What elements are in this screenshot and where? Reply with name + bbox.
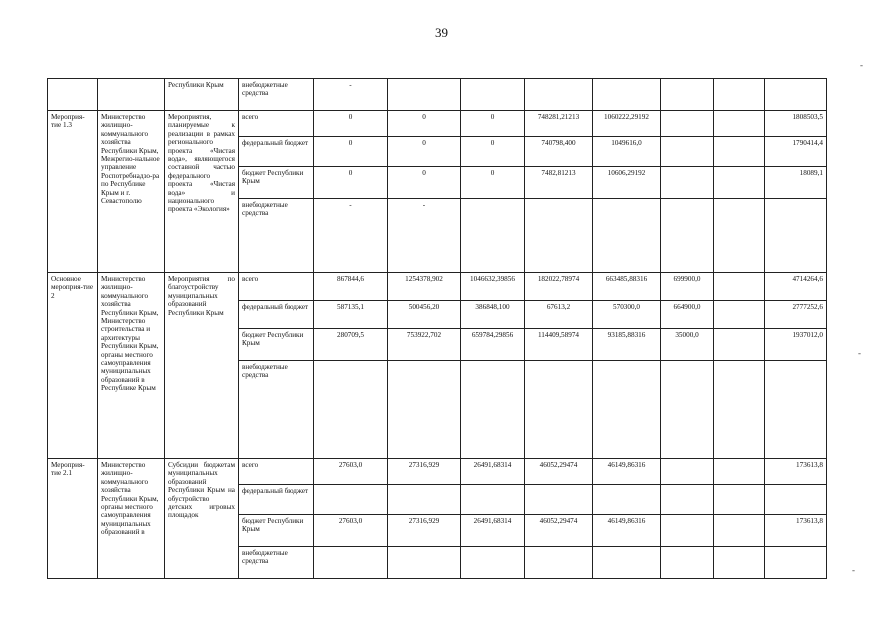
amount-cell-year-5 <box>593 361 661 459</box>
total-amount-cell: 1790414,4 <box>765 137 827 167</box>
amount-cell-year-2: 27316,929 <box>388 515 461 547</box>
amount-cell-year-5: 46149,86316 <box>593 515 661 547</box>
amount-cell-year-1: 867844,6 <box>314 273 388 301</box>
amount-cell-year-3 <box>461 79 525 111</box>
table-row <box>48 459 827 485</box>
amount-cell-year-4 <box>525 547 593 579</box>
amount-cell-year-6 <box>661 199 714 273</box>
scan-mark: - <box>860 60 863 70</box>
amount-cell-year-2: 0 <box>388 167 461 199</box>
amount-cell-year-1: 27603,0 <box>314 459 388 485</box>
amount-cell-year-6: 35000,0 <box>661 329 714 361</box>
amount-cell-year-5 <box>593 547 661 579</box>
amount-cell-year-5: 570300,0 <box>593 301 661 329</box>
funding-source-cell: всего <box>239 111 314 137</box>
amount-cell-year-5: 1060222,29192 <box>593 111 661 137</box>
amount-cell-year-7 <box>714 111 765 137</box>
executor-cell <box>98 79 165 111</box>
amount-cell-year-1 <box>314 547 388 579</box>
total-amount-cell: 173613,8 <box>765 459 827 485</box>
measure-name-cell: Мероприя-тие 1.3 <box>48 111 98 273</box>
amount-cell-year-3: 26491,68314 <box>461 459 525 485</box>
amount-cell-year-5: 93185,88316 <box>593 329 661 361</box>
amount-cell-year-1: 280709,5 <box>314 329 388 361</box>
amount-cell-year-3 <box>461 199 525 273</box>
amount-cell-year-6 <box>661 167 714 199</box>
amount-cell-year-7 <box>714 547 765 579</box>
funding-source-cell: федеральный бюджет <box>239 137 314 167</box>
funding-source-cell: бюджет Республики Крым <box>239 167 314 199</box>
amount-cell-year-7 <box>714 199 765 273</box>
measure-description-cell: Субсидии бюджетам муниципальных образований Республики Крым на обустройство детских игровых площадок <box>165 459 239 579</box>
amount-cell-year-6 <box>661 79 714 111</box>
funding-source-cell: внебюджетные средства <box>239 199 314 273</box>
amount-cell-year-5 <box>593 199 661 273</box>
amount-cell-year-1: - <box>314 79 388 111</box>
amount-cell-year-4: 46052,29474 <box>525 459 593 485</box>
amount-cell-year-2: 500456,20 <box>388 301 461 329</box>
amount-cell-year-2: - <box>388 199 461 273</box>
total-amount-cell: 1808503,5 <box>765 111 827 137</box>
amount-cell-year-6: 664900,0 <box>661 301 714 329</box>
amount-cell-year-7 <box>714 515 765 547</box>
amount-cell-year-3: 659784,29856 <box>461 329 525 361</box>
scan-mark: - <box>858 348 861 358</box>
amount-cell-year-4: 748281,21213 <box>525 111 593 137</box>
amount-cell-year-6 <box>661 137 714 167</box>
amount-cell-year-1: 27603,0 <box>314 515 388 547</box>
total-amount-cell: 18089,1 <box>765 167 827 199</box>
measure-description-cell: Республики Крым <box>165 79 239 111</box>
amount-cell-year-4 <box>525 79 593 111</box>
amount-cell-year-1: 0 <box>314 137 388 167</box>
funding-source-cell: федеральный бюджет <box>239 485 314 515</box>
budget-table <box>47 78 827 579</box>
page-number: 39 <box>435 25 448 40</box>
funding-source-cell: федеральный бюджет <box>239 301 314 329</box>
amount-cell-year-7 <box>714 137 765 167</box>
funding-source-cell: бюджет Республики Крым <box>239 329 314 361</box>
total-amount-cell <box>765 199 827 273</box>
funding-source-cell: всего <box>239 459 314 485</box>
funding-source-cell: внебюджетные средства <box>239 79 314 111</box>
amount-cell-year-7 <box>714 301 765 329</box>
amount-cell-year-7 <box>714 79 765 111</box>
amount-cell-year-6 <box>661 459 714 485</box>
amount-cell-year-3: 386848,100 <box>461 301 525 329</box>
amount-cell-year-7 <box>714 485 765 515</box>
amount-cell-year-3: 1046632,39856 <box>461 273 525 301</box>
scan-mark: - <box>852 565 855 575</box>
amount-cell-year-6 <box>661 111 714 137</box>
amount-cell-year-5: 46149,86316 <box>593 459 661 485</box>
amount-cell-year-2: 0 <box>388 137 461 167</box>
amount-cell-year-4 <box>525 485 593 515</box>
amount-cell-year-3: 0 <box>461 167 525 199</box>
amount-cell-year-3 <box>461 485 525 515</box>
measure-name-cell: Основное мероприя-тие 2 <box>48 273 98 459</box>
amount-cell-year-1: 0 <box>314 167 388 199</box>
amount-cell-year-4 <box>525 199 593 273</box>
amount-cell-year-1 <box>314 361 388 459</box>
amount-cell-year-2 <box>388 485 461 515</box>
amount-cell-year-6 <box>661 485 714 515</box>
amount-cell-year-2 <box>388 547 461 579</box>
amount-cell-year-4: 182022,78974 <box>525 273 593 301</box>
amount-cell-year-2: 753922,702 <box>388 329 461 361</box>
amount-cell-year-5: 1049616,0 <box>593 137 661 167</box>
amount-cell-year-1 <box>314 485 388 515</box>
amount-cell-year-2 <box>388 361 461 459</box>
funding-source-cell: внебюджетные средства <box>239 361 314 459</box>
measure-description-cell: Мероприятия по благоустройству муниципальных образований Республики Крым <box>165 273 239 459</box>
amount-cell-year-6: 699900,0 <box>661 273 714 301</box>
amount-cell-year-3: 26491,68314 <box>461 515 525 547</box>
amount-cell-year-5 <box>593 485 661 515</box>
amount-cell-year-2: 0 <box>388 111 461 137</box>
amount-cell-year-4: 740798,400 <box>525 137 593 167</box>
funding-source-cell: всего <box>239 273 314 301</box>
table-row <box>48 79 827 111</box>
executor-cell: Министерство жилищно-коммунального хозяйства Республики Крым, Межрегио-нальное управление Роспотребнадзо-ра по Республике Крым и г. Севастополю <box>98 111 165 273</box>
executor-cell: Министерство жилищно-коммунального хозяйства Республики Крым, Министерство строительства и архитектуры Республики Крым, органы местного самоуправления муниципальных образований в Республике Крым <box>98 273 165 459</box>
amount-cell-year-4: 114409,58974 <box>525 329 593 361</box>
table-row <box>48 111 827 137</box>
amount-cell-year-4: 67613,2 <box>525 301 593 329</box>
amount-cell-year-6 <box>661 515 714 547</box>
amount-cell-year-2: 1254378,902 <box>388 273 461 301</box>
amount-cell-year-6 <box>661 361 714 459</box>
funding-source-cell: бюджет Республики Крым <box>239 515 314 547</box>
amount-cell-year-7 <box>714 167 765 199</box>
amount-cell-year-3 <box>461 361 525 459</box>
measure-description-cell: Мероприятия, планируемые к реализации в рамках регионального проекта «Чистая вода», являющегося составной частью федерального проекта «Чистая вода» и национального проекта «Экология» <box>165 111 239 273</box>
amount-cell-year-3: 0 <box>461 111 525 137</box>
amount-cell-year-5: 10606,29192 <box>593 167 661 199</box>
amount-cell-year-7 <box>714 273 765 301</box>
amount-cell-year-2 <box>388 79 461 111</box>
amount-cell-year-4 <box>525 361 593 459</box>
total-amount-cell <box>765 547 827 579</box>
amount-cell-year-7 <box>714 329 765 361</box>
amount-cell-year-3: 0 <box>461 137 525 167</box>
amount-cell-year-1: - <box>314 199 388 273</box>
total-amount-cell: 173613,8 <box>765 515 827 547</box>
amount-cell-year-5 <box>593 79 661 111</box>
amount-cell-year-7 <box>714 361 765 459</box>
funding-source-cell: внебюджетные средства <box>239 547 314 579</box>
measure-name-cell <box>48 79 98 111</box>
amount-cell-year-2: 27316,929 <box>388 459 461 485</box>
total-amount-cell: 1937012,0 <box>765 329 827 361</box>
total-amount-cell <box>765 79 827 111</box>
total-amount-cell: 2777252,6 <box>765 301 827 329</box>
table-row <box>48 273 827 301</box>
measure-name-cell: Мероприя-тие 2.1 <box>48 459 98 579</box>
amount-cell-year-3 <box>461 547 525 579</box>
total-amount-cell: 4714264,6 <box>765 273 827 301</box>
amount-cell-year-4: 7482,81213 <box>525 167 593 199</box>
amount-cell-year-7 <box>714 459 765 485</box>
total-amount-cell <box>765 361 827 459</box>
executor-cell: Министерство жилищно-коммунального хозяйства Республики Крым, органы местного самоуправления муниципальных образований в <box>98 459 165 579</box>
total-amount-cell <box>765 485 827 515</box>
amount-cell-year-1: 0 <box>314 111 388 137</box>
amount-cell-year-1: 587135,1 <box>314 301 388 329</box>
amount-cell-year-6 <box>661 547 714 579</box>
amount-cell-year-4: 46052,29474 <box>525 515 593 547</box>
amount-cell-year-5: 663485,88316 <box>593 273 661 301</box>
